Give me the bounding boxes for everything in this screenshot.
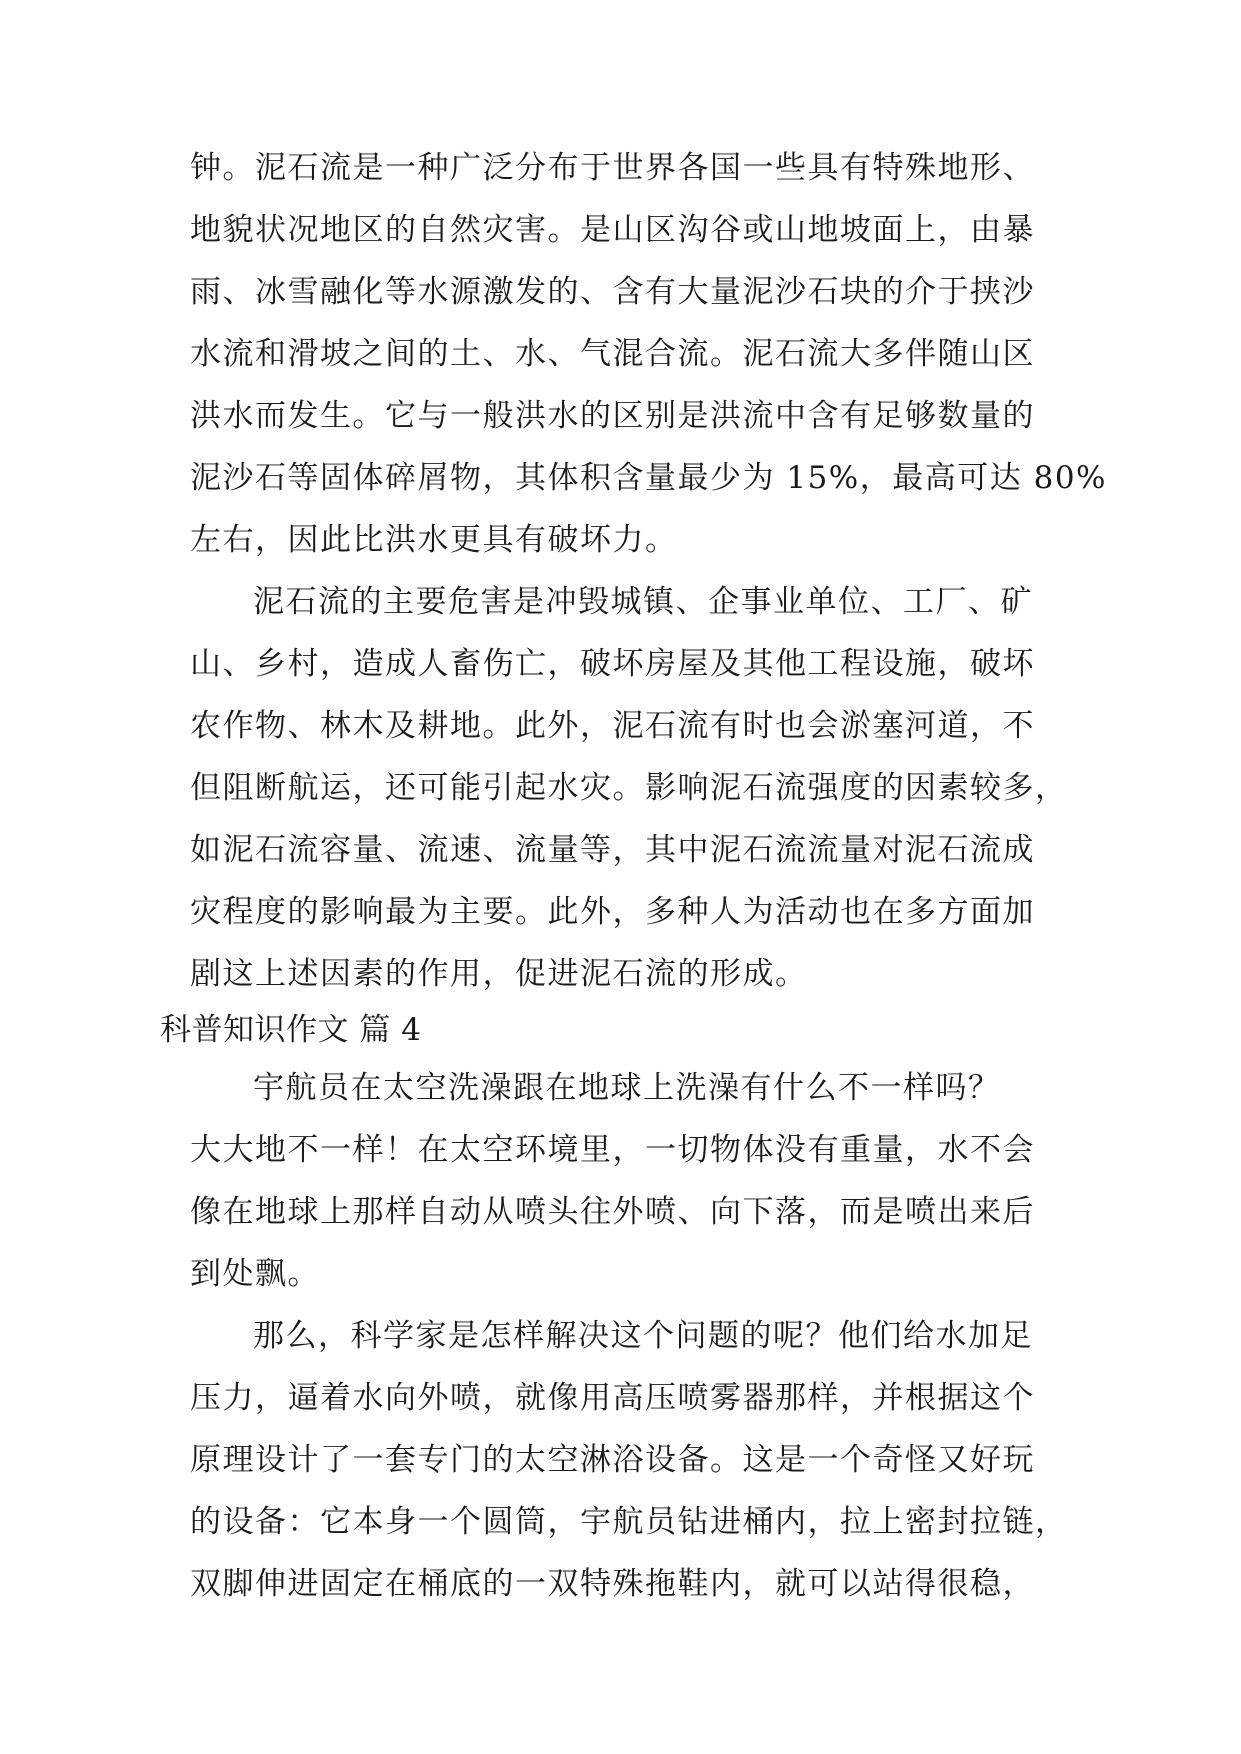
paragraph-line: 那么，科学家是怎样解决这个问题的呢？他们给水加足 — [253, 1318, 1033, 1354]
paragraph-line: 水流和滑坡之间的土、水、气混合流。泥石流大多伴随山区 — [190, 336, 1035, 372]
paragraph-line: 但阻断航运，还可能引起水灾。影响泥石流强度的因素较多， — [190, 770, 1068, 806]
section-heading: 科普知识作文 篇 4 — [160, 1012, 422, 1048]
paragraph-line: 农作物、林木及耕地。此外，泥石流有时也会淤塞河道，不 — [190, 708, 1035, 744]
paragraph-line: 钟。泥石流是一种广泛分布于世界各国一些具有特殊地形、 — [190, 150, 1035, 186]
paragraph-line: 双脚伸进固定在桶底的一双特殊拖鞋内，就可以站得很稳， — [190, 1566, 1035, 1602]
paragraph-line: 压力，逼着水向外喷，就像用高压喷雾器那样，并根据这个 — [190, 1380, 1035, 1416]
paragraph-line: 像在地球上那样自动从喷头往外喷、向下落，而是喷出来后 — [190, 1194, 1035, 1230]
paragraph-line: 洪水而发生。它与一般洪水的区别是洪流中含有足够数量的 — [190, 398, 1035, 434]
paragraph-line: 剧这上述因素的作用，促进泥石流的形成。 — [190, 956, 808, 992]
paragraph-line: 山、乡村，造成人畜伤亡，破坏房屋及其他工程设施，破坏 — [190, 646, 1035, 682]
paragraph-line: 原理设计了一套专门的太空淋浴设备。这是一个奇怪又好玩 — [190, 1442, 1035, 1478]
paragraph-line: 的设备：它本身一个圆筒，宇航员钻进桶内，拉上密封拉链， — [190, 1504, 1068, 1540]
paragraph-line: 左右，因此比洪水更具有破坏力。 — [190, 522, 678, 558]
paragraph-line: 灾程度的影响最为主要。此外，多种人为活动也在多方面加 — [190, 894, 1035, 930]
paragraph-line: 地貌状况地区的自然灾害。是山区沟谷或山地坡面上，由暴 — [190, 212, 1035, 248]
paragraph-line: 泥石流的主要危害是冲毁城镇、企事业单位、工厂、矿 — [253, 584, 1033, 620]
paragraph-line: 雨、冰雪融化等水源激发的、含有大量泥沙石块的介于挟沙 — [190, 274, 1035, 310]
paragraph-line: 到处飘。 — [190, 1256, 320, 1292]
paragraph-line: 如泥石流容量、流速、流量等，其中泥石流流量对泥石流成 — [190, 832, 1035, 868]
paragraph-line: 泥沙石等固体碎屑物，其体积含量最少为 15%，最高可达 80% — [190, 460, 1108, 496]
paragraph-line: 大大地不一样！在太空环境里，一切物体没有重量，水不会 — [190, 1132, 1035, 1168]
paragraph-line: 宇航员在太空洗澡跟在地球上洗澡有什么不一样吗？ — [253, 1070, 1001, 1106]
